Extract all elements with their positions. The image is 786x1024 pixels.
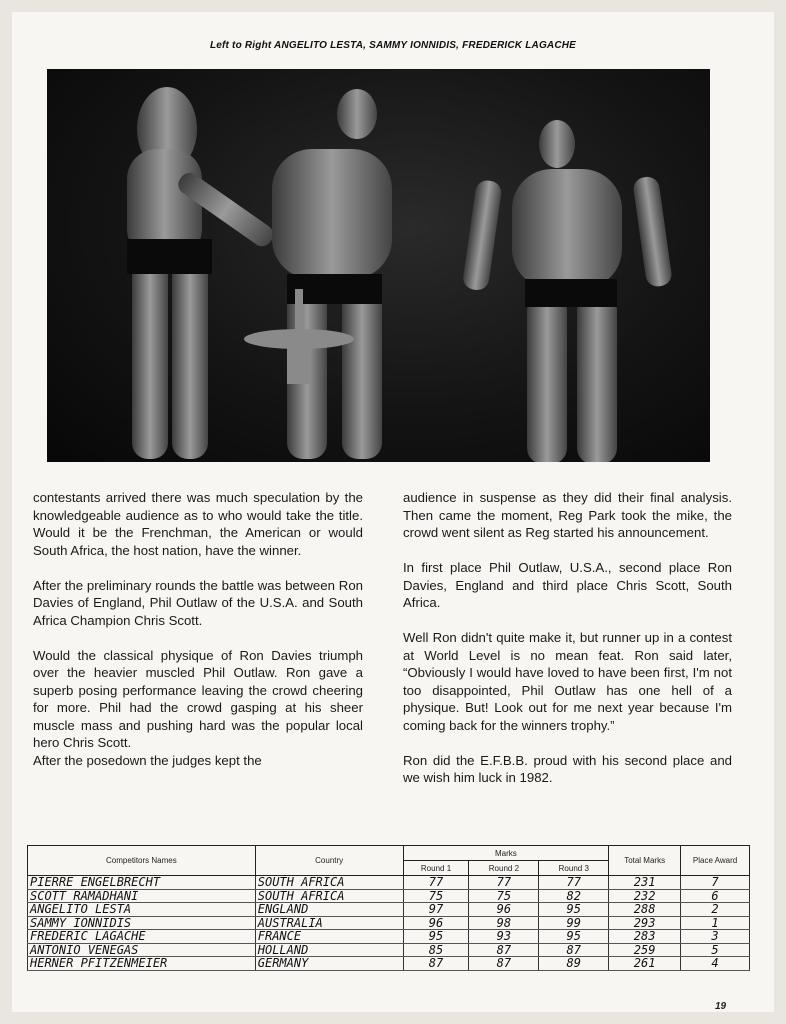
paragraph: In first place Phil Outlaw, U.S.A., second place Ron Davies, England and third place Chris Scott, South Africa. xyxy=(403,560,732,610)
competitor-country: FRANCE xyxy=(255,930,403,944)
round-2-mark: 93 xyxy=(469,930,539,944)
header-place: Place Award xyxy=(681,846,750,876)
table-row xyxy=(28,916,750,930)
place-award: 3 xyxy=(681,930,750,944)
header-marks: Marks xyxy=(403,846,609,861)
competitor-country: ENGLAND xyxy=(255,903,403,917)
competitor-name: SCOTT RAMADHANI xyxy=(28,889,256,903)
total-marks: 293 xyxy=(609,916,681,930)
paragraph: Well Ron didn't quite make it, but runner up in a contest at World Level is no mean feat. Ron said later, “Obviously I would have loved to have been first, I'm not too disappointed, Phil Outlaw has one hell of a physique. But! Look out for me next year because I'm coming back for the winners trophy.” xyxy=(403,630,732,733)
round-3-mark: 77 xyxy=(539,876,609,890)
round-3-mark: 82 xyxy=(539,889,609,903)
competitor-country: GERMANY xyxy=(255,957,403,971)
competitor-name: FREDERIC LAGACHE xyxy=(28,930,256,944)
place-award: 1 xyxy=(681,916,750,930)
competitor-name: ANGELITO LESTA xyxy=(28,903,256,917)
table-row xyxy=(28,876,750,890)
competitor-name: ANTONIO VENEGAS xyxy=(28,943,256,957)
place-award: 2 xyxy=(681,903,750,917)
round-1-mark: 97 xyxy=(403,903,469,917)
round-2-mark: 75 xyxy=(469,889,539,903)
total-marks: 288 xyxy=(609,903,681,917)
article-left-column xyxy=(33,489,363,769)
photo-bodybuilders xyxy=(47,69,710,462)
competitor-country: AUSTRALIA xyxy=(255,916,403,930)
table-row xyxy=(28,889,750,903)
round-2-mark: 87 xyxy=(469,957,539,971)
paragraph: Would the classical physique of Ron Davies triumph over the heavier muscled Phil Outlaw. Ron gave a superb posing performance leaving the crowd cheering for more. Phil had the crowd gasping at his sheer muscle mass and pushing hard was the popular local hero Chris Scott. xyxy=(33,647,363,750)
place-award: 5 xyxy=(681,943,750,957)
total-marks: 283 xyxy=(609,930,681,944)
competitor-country: HOLLAND xyxy=(255,943,403,957)
round-2-mark: 87 xyxy=(469,943,539,957)
round-1-mark: 96 xyxy=(403,916,469,930)
paragraph: After the preliminary rounds the battle was between Ron Davies of England, Phil Outlaw of the U.S.A. and South Africa Champion Chris Scott. xyxy=(33,577,363,628)
table-row xyxy=(28,943,750,957)
paragraph: After the posedown the judges kept the xyxy=(33,752,262,768)
table-row xyxy=(28,957,750,971)
paragraph: audience in suspense as they did their final analysis. Then came the moment, Reg Park took the mike, the crowd went silent as Reg started his announcement. xyxy=(403,490,732,540)
table-row xyxy=(28,903,750,917)
score-table xyxy=(27,845,750,971)
total-marks: 261 xyxy=(609,957,681,971)
article-right-column xyxy=(403,489,732,804)
round-3-mark: 95 xyxy=(539,930,609,944)
place-award: 4 xyxy=(681,957,750,971)
round-2-mark: 77 xyxy=(469,876,539,890)
round-1-mark: 75 xyxy=(403,889,469,903)
round-2-mark: 98 xyxy=(469,916,539,930)
round-3-mark: 99 xyxy=(539,916,609,930)
total-marks: 231 xyxy=(609,876,681,890)
round-1-mark: 77 xyxy=(403,876,469,890)
round-2-mark: 96 xyxy=(469,903,539,917)
competitor-name: SAMMY IONNIDIS xyxy=(28,916,256,930)
round-1-mark: 95 xyxy=(403,930,469,944)
round-1-mark: 85 xyxy=(403,943,469,957)
place-award: 6 xyxy=(681,889,750,903)
header-round-1: Round 1 xyxy=(403,861,469,876)
competitor-name: PIERRE ENGELBRECHT xyxy=(28,876,256,890)
competitor-country: SOUTH AFRICA xyxy=(255,876,403,890)
table-row xyxy=(28,930,750,944)
round-3-mark: 95 xyxy=(539,903,609,917)
total-marks: 232 xyxy=(609,889,681,903)
photo-caption: Left to Right ANGELITO LESTA, SAMMY IONNIDIS, FREDERICK LAGACHE xyxy=(209,40,577,51)
paragraph: Ron did the E.F.B.B. proud with his second place and we wish him luck in 1982. xyxy=(403,752,732,785)
round-1-mark: 87 xyxy=(403,957,469,971)
header-round-3: Round 3 xyxy=(539,861,609,876)
round-3-mark: 87 xyxy=(539,943,609,957)
place-award: 7 xyxy=(681,876,750,890)
competitor-country: SOUTH AFRICA xyxy=(255,889,403,903)
paragraph: contestants arrived there was much speculation by the knowledgeable audience as to who would take the title. Would it be the Frenchman, the American or would South Africa, the host nation, have the winner. xyxy=(33,490,363,558)
header-total: Total Marks xyxy=(609,846,681,876)
header-name: Competitors Names xyxy=(28,846,256,876)
header-round-2: Round 2 xyxy=(469,861,539,876)
page-number: 19 xyxy=(715,1001,727,1012)
round-3-mark: 89 xyxy=(539,957,609,971)
header-country: Country xyxy=(255,846,403,876)
competitor-name: HERNER PFITZENMEIER xyxy=(28,957,256,971)
total-marks: 259 xyxy=(609,943,681,957)
